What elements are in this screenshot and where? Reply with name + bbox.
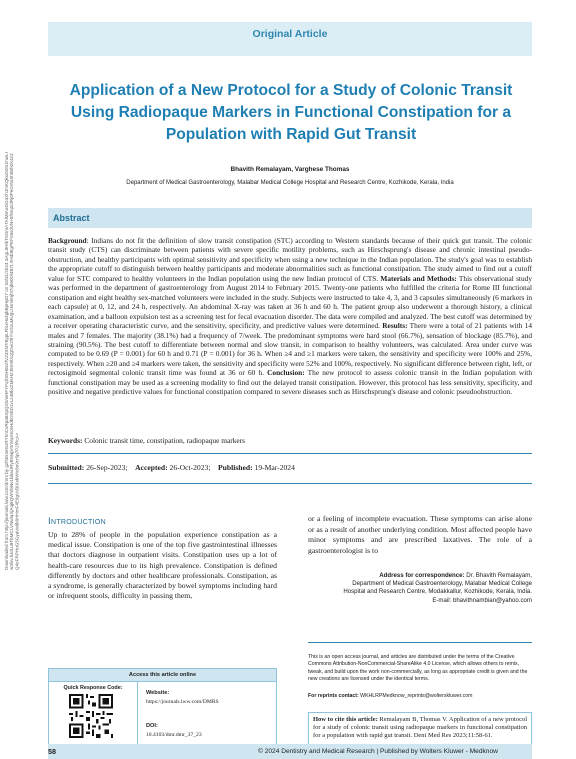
divider-bottom bbox=[48, 483, 532, 484]
access-online-box bbox=[48, 668, 277, 748]
publication-dates bbox=[48, 463, 532, 472]
introduction-text-left: Up to 28% of people in the population experience constipation as a medical issue. Constipation is one of the top five gastrointestinal illnesses that doctors diagnose in outpatient visits. Constipation uses up a lot of health-care resources due to its high prevalence. Constipation is defined differently by doctors and other healthcare professionals. Constipation, as a syndrome, is generally characterized by bowel symptoms including hard or infrequent stools, difficulty in passing them, bbox=[48, 530, 277, 601]
doi-link[interactable]: 10.4103/dmr.dmr_37_23 bbox=[146, 732, 202, 738]
access-box-title: Access this article online bbox=[49, 669, 276, 682]
correspondence-name: Dr. Bhavith Remalayam, bbox=[464, 572, 532, 579]
introduction-heading: Introduction bbox=[48, 516, 106, 527]
correspondence-line2: Hospital and Research Centre, Modakkallur, Kozhikode, Kerala, India. bbox=[343, 588, 532, 596]
accepted-date: 26-Oct-2023; bbox=[167, 463, 211, 472]
article-type-label: Original Article bbox=[252, 28, 328, 40]
divider-top bbox=[48, 453, 532, 454]
qr-label: Quick Response Code: bbox=[63, 685, 123, 691]
methods-label: Materials and Methods: bbox=[380, 273, 457, 283]
accepted-label: Accepted: bbox=[135, 463, 168, 472]
divider-license bbox=[308, 642, 532, 643]
background-label: Background bbox=[48, 236, 87, 245]
qr-code-icon[interactable] bbox=[69, 694, 113, 738]
download-watermark: Downloaded from http://journals.lww.com/dmrs by gzfNG4eGzRYtmCvRpa8XpQXiVwHFYFqhS5H8vZfVZ3SN7r8ypLRSxHx4gkBpHpD7 on 03/31/2024 3AgL8HrkT5OmA7AlMIAoGG4XhJmKQkuG0mZnwLIw3lsvJiJdLu9TbMCLVNwlqXjAqj8QWmbNv1bbaclRyBWajV0rWqX5c6HdbhS8D1vLz4BkxZMsHZJ8m9lXqQDw1f9YmGzuMUgUJsmi5Ijht7qb90Dl4B7LrtHdI8IgPEFn8sdVN+8fWqIzdRj0PeGrNUIh88h0X4zZQ4eFRPHoG5GyaVe8k8HHmF4E6gVd3IXxkWtc8e9cr5p7P2lRcA= bbox=[4, 152, 20, 570]
submitted-date: 26-Sep-2023; bbox=[84, 463, 128, 472]
article-title: Application of a New Protocol for a Study of Colonic Transit Using Radiopaque Markers in Functional Constipation for a Population with Rapid Gut Transit bbox=[69, 82, 513, 143]
abstract-heading-bar bbox=[48, 208, 532, 228]
results-text: There were a total of 21 patients with 14 males and 7 females. The majority (38.1%) had a frequency of 7/week. The predominant symptoms were hard stool (66.7%), sensation of blockage (85.7%), and straining (90.5%). The best cutoff to differentiate between normal and slow transit, in comparison to healthy volunteers, was calculated. Area under curve was computed to be 0.69 (P = 0.001) for 60 h and 0.71 (P = 0.001) for 36 h. When ≥4 and ≥1 markers were taken, the sensitivity and specificity were 100% and 25%, respectively. When ≥20 and ≥4 markers were taken, the sensitivity and specificity were 52% and 100%, respectively. No significant difference between right, left, or rectosigmoid segmental colonic transit time was found at 36 or 60 h. bbox=[48, 321, 532, 378]
website-label: Website: bbox=[146, 690, 170, 696]
doi-label: DOI: bbox=[146, 723, 158, 729]
license-notice: This is an open access journal, and articles are distributed under the terms of the Creative Commons Attribution-NonCommercial-ShareAlike 4.0 License, which allows others to remix, tweak, and build upon the work non-commercially, as long as appropriate credit is given and the new creations are licensed under the identical terms. bbox=[308, 654, 528, 683]
published-label: Published: bbox=[218, 463, 253, 472]
reprints-email[interactable]: WKHLRPMedknow_reprints@wolterskluwer.com bbox=[358, 693, 473, 699]
keywords bbox=[48, 436, 532, 445]
abstract-body bbox=[48, 236, 532, 426]
authors: Bhavith Remalayam, Varghese Thomas bbox=[230, 166, 350, 173]
citation-label: How to cite this article: bbox=[313, 716, 378, 723]
conclusion-text: The new protocol to assess colonic transit in the Indian population with functional constipation may be used as a screening modality to find out the delayed transit constipation. However, this protocol has less sensitivity, specificity, and positive and negative predictive values for functional constipation compared to severe diseases such as Hirschsprung's disease and colonic pseudoobstruction. bbox=[48, 368, 532, 397]
background-text: : Indians do not fit the definition of slow transit constipation (STC) according to Western standards because of their quick gut transit. The colonic transit study (CTS) can discriminate between patients with severe specific motility problems, such as Hirschsprung's disease and chronic intestinal pseudo-obstruction, and healthy participants with optimal sensitivity and specificity when using a new technique in the Indian population. The study's goal was to establish the appropriate cutoff to distinguish between healthy participants and moderate abnormalities such as functional constipation. The study aimed to find out a cutoff value for STC compared to healthy volunteers in the Indian population using the new Indian protocol of CTS. bbox=[48, 236, 532, 283]
conclusion-label: Conclusion: bbox=[267, 368, 305, 378]
reprints-contact bbox=[308, 693, 532, 699]
article-type-banner bbox=[48, 22, 532, 56]
affiliation: Department of Medical Gastroenterology, Malabar Medical College Hospital and Research Centre, Kozhikode, Kerala, India bbox=[126, 180, 454, 186]
access-box-divider bbox=[137, 682, 138, 748]
correspondence-address bbox=[308, 572, 532, 634]
correspondence-line1: Department of Medical Gastroenterology, Malabar Medical College bbox=[352, 580, 532, 588]
published-date: 19-Mar-2024 bbox=[252, 463, 295, 472]
footer-publisher: © 2024 Dentistry and Medical Research | Published by Wolters Kluwer - Medknow bbox=[258, 748, 498, 755]
methods-text: This observational study was performed in the department of gastroenterology from August 2014 to February 2015. Twenty-one patients who fulfilled the criteria for Rome III functional constipation and eight healthy sex-matched volunteers were included in the study. Subjects were instructed to take 4, 3, and 3 capsules simultaneously (6 markers in each capsule) at 0, 12, and 24 h, respectively. An abdominal X-ray was taken at 36 h and 60 h. The patient group also underwent a thorough history, a clinical examination, and a balloon expulsion test as a screening test for fecal evacuation disorder. The data were compiled and analyzed. The best cutoff was determined by a receiver operating characteristic curve, and the sensitivity, specificity, and predictive values were determined. bbox=[48, 273, 532, 331]
introduction-text-right: or a feeling of incomplete evacuation. These symptoms can arise alone or as a result of another underlying condition. Most affected people have minor symptoms and are prescribed laxatives. The role of a gastroenterologist is to bbox=[308, 514, 532, 555]
abstract-heading: Abstract bbox=[53, 213, 90, 223]
page-number: 58 bbox=[48, 747, 56, 756]
correspondence-label: Address for correspondence: bbox=[379, 572, 465, 579]
citation-text: Remalayam B, Thomas V. Application of a new protocol for a study of colonic transit using radiopaque markers in functional constipation for a population with rapid gut transit. Dent Med Res 2023;11:58-61. bbox=[313, 716, 528, 739]
keywords-label: Keywords: bbox=[48, 436, 83, 445]
correspondence-email[interactable]: E-mail: bhavithnambian@yahoo.com bbox=[432, 596, 532, 604]
submitted-label: Submitted: bbox=[48, 463, 85, 472]
website-link[interactable]: https://journals.lww.com/DMRS bbox=[146, 699, 219, 705]
reprints-label: For reprints contact: bbox=[308, 693, 359, 699]
keywords-text: Colonic transit time, constipation, radiopaque markers bbox=[82, 436, 246, 445]
results-label: Results: bbox=[382, 321, 408, 331]
